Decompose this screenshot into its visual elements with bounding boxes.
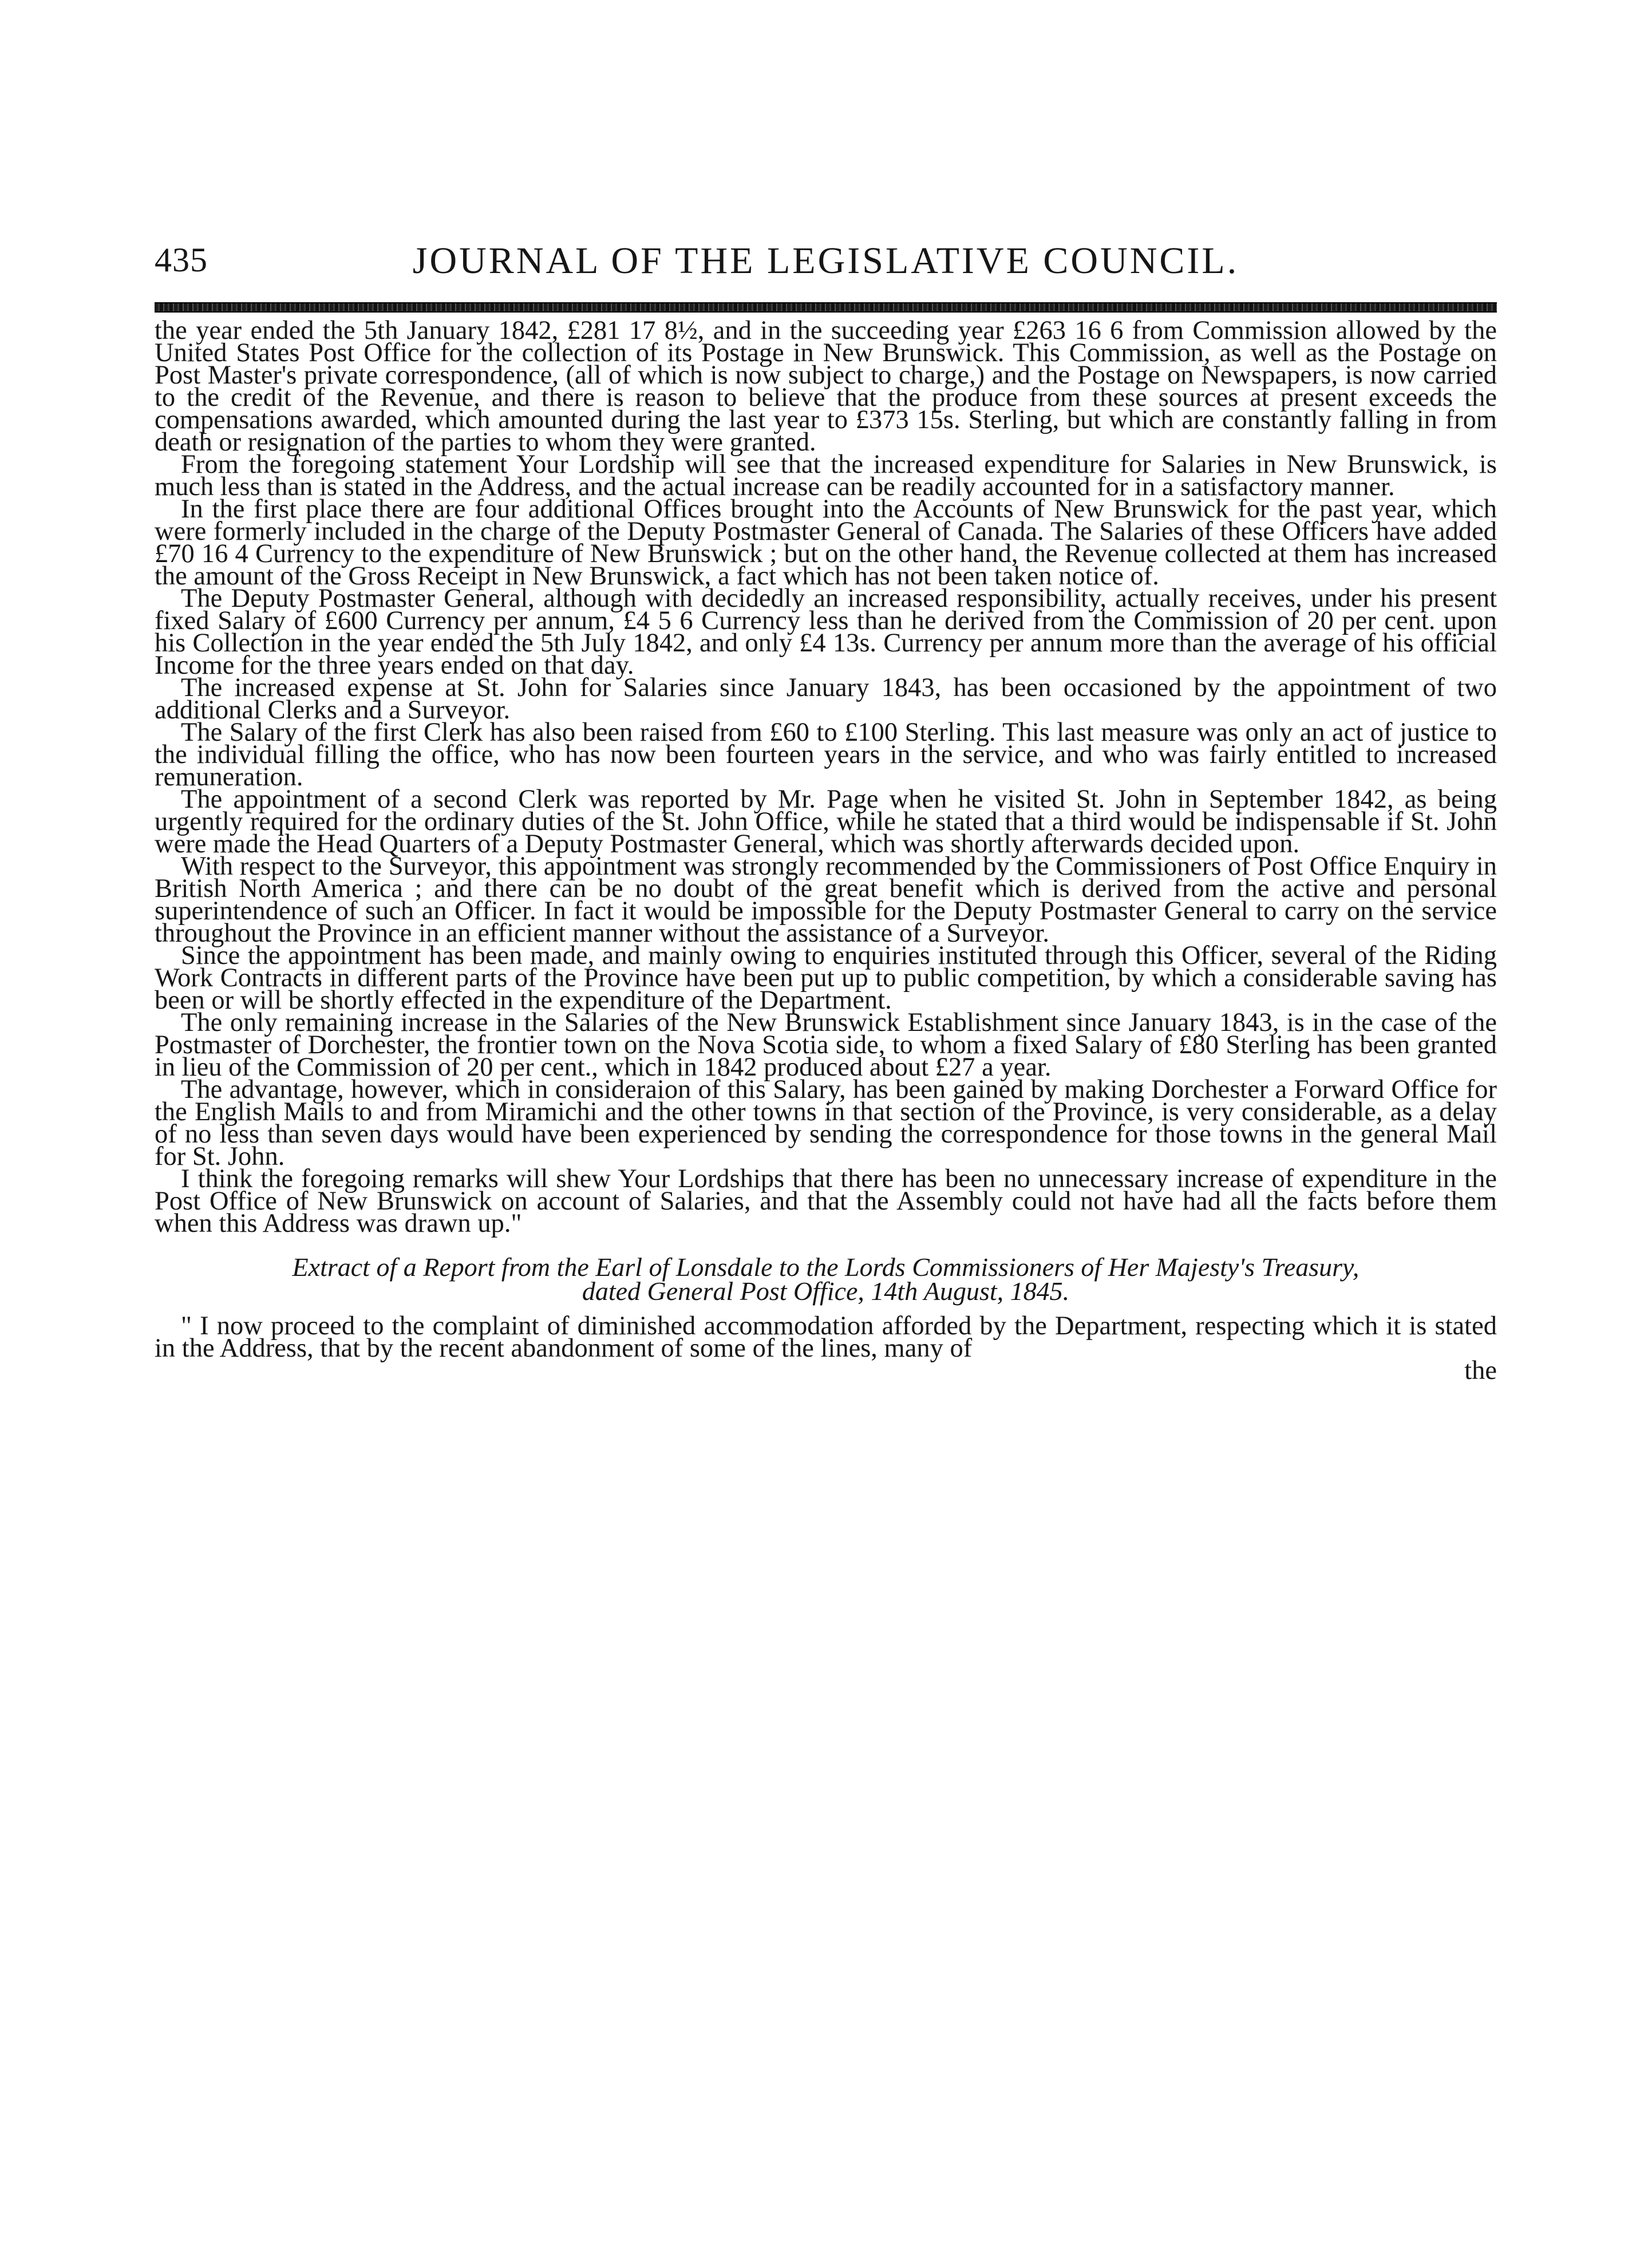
extract-paragraph: " I now proceed to the complaint of diminished accommodation afforded by the Department, respecting which it is stated in the Address, that by the recent abandonment of some of the lines, many of (155, 1311, 1497, 1363)
body-text (155, 316, 1497, 1238)
paragraph: From the foregoing statement Your Lordship will see that the increased expenditure for Salaries in New Brunswick, is much less than is stated in the Address, and the actual increase can be readily accounted for in a satisfactory manner. (155, 450, 1497, 501)
paragraph: The increased expense at St. John for Salaries since January 1843, has been occasioned by the appointment of two additional Clerks and a Surveyor. (155, 673, 1497, 725)
paragraph: Since the appointment has been made, and mainly owing to enquiries instituted through this Officer, several of the Riding Work Contracts in different parts of the Province have been put up to public competition, by which a considerable saving has been or will be shortly effected in the expenditure of the Department. (155, 941, 1497, 1015)
document-page (155, 229, 1497, 1385)
extract-heading-line2: dated General Post Office, 14th August, 1845. (582, 1276, 1070, 1306)
paragraph: The only remaining increase in the Salaries of the New Brunswick Establishment since January 1843, is in the case of the Postmaster of Dorchester, the frontier town on the Nova Scotia side, to whom a fixed Salary of £80 Sterling has been granted in lieu of the Commission of 20 per cent., which in 1842 produced about £27 a year. (155, 1008, 1497, 1082)
paragraph: The Deputy Postmaster General, although with decidedly an increased responsibility, actually receives, under his present fixed Salary of £600 Currency per annum, £4 5 6 Currency less than he derived from the Commission of 20 per cent. upon his Collection in the year ended the 5th July 1842, and only £4 13s. Currency per annum more than the average of his official Income for the three years ended on that day. (155, 584, 1497, 680)
journal-title: JOURNAL OF THE LEGISLATIVE COUNCIL. (412, 240, 1239, 282)
catchword: the (1464, 1356, 1497, 1385)
extract-heading (155, 1252, 1497, 1306)
paragraph: The appointment of a second Clerk was reported by Mr. Page when he visited St. John in September 1842, as being urgently required for the ordinary duties of the St. John Office, while he stated that a third would be indispensable if St. John were made the Head Quarters of a Deputy Postmaster General, which was shortly afterwards decided upon. (155, 785, 1497, 859)
paragraph: The Salary of the first Clerk has also been raised from £60 to £100 Sterling. This last measure was only an act of justice to the individual filling the office, who has now been fourteen years in the service, and who was fairly entitled to increased remuneration. (155, 718, 1497, 792)
paragraph-continued: the year ended the 5th January 1842, £281 17 8½, and in the succeeding year £263 16 6 from Commission allowed by the United States Post Office for the collection of its Postage in New Brunswick. This Commission, as well as the Postage on Post Master's private correspondence, (all of which is now subject to charge,) and the Postage on Newspapers, is now carried to the credit of the Revenue, and there is reason to believe that the produce from these sources at present exceeds the compensations awarded, which amounted during the last year to £373 15s. Sterling, but which are constantly falling in from death or resignation of the parties to whom they were granted. (155, 316, 1497, 457)
paragraph: The advantage, however, which in consideraion of this Salary, has been gained by making Dorchester a Forward Office for the English Mails to and from Miramichi and the other towns in that section of the Province, is very considerable, as a delay of no less than seven days would have been experienced by sending the correspondence for those towns in the general Mail for St. John. (155, 1075, 1497, 1171)
paragraph: I think the foregoing remarks will shew Your Lordships that there has been no unnecessary increase of expenditure in the Post Office of New Brunswick on account of Salaries, and that the Assembly could not have had all the facts before them when this Address was drawn up." (155, 1164, 1497, 1238)
header-rule (155, 302, 1497, 313)
extract-heading-line1: Extract of a Report from the Earl of Lonsdale to the Lords Commissioners of Her Majesty's Treasury, (292, 1252, 1359, 1282)
paragraph: In the first place there are four additional Offices brought into the Accounts of New Brunswick for the past year, which were formerly included in the charge of the Deputy Postmaster General of Canada. The Salaries of these Officers have added £70 16 4 Currency to the expenditure of New Brunswick ; but on the other hand, the Revenue collected at them has increased the amount of the Gross Receipt in New Brunswick, a fact which has not been taken notice of. (155, 495, 1497, 591)
page-number: 435 (155, 241, 208, 279)
paragraph: With respect to the Surveyor, this appointment was strongly recommended by the Commissioners of Post Office Enquiry in British North America ; and there can be no doubt of the great benefit which is derived from the active and personal superintendence of such an Officer. In fact it would be impossible for the Deputy Postmaster General to carry on the service throughout the Province in an efficient manner without the assistance of a Surveyor. (155, 852, 1497, 948)
running-header (155, 229, 1497, 292)
